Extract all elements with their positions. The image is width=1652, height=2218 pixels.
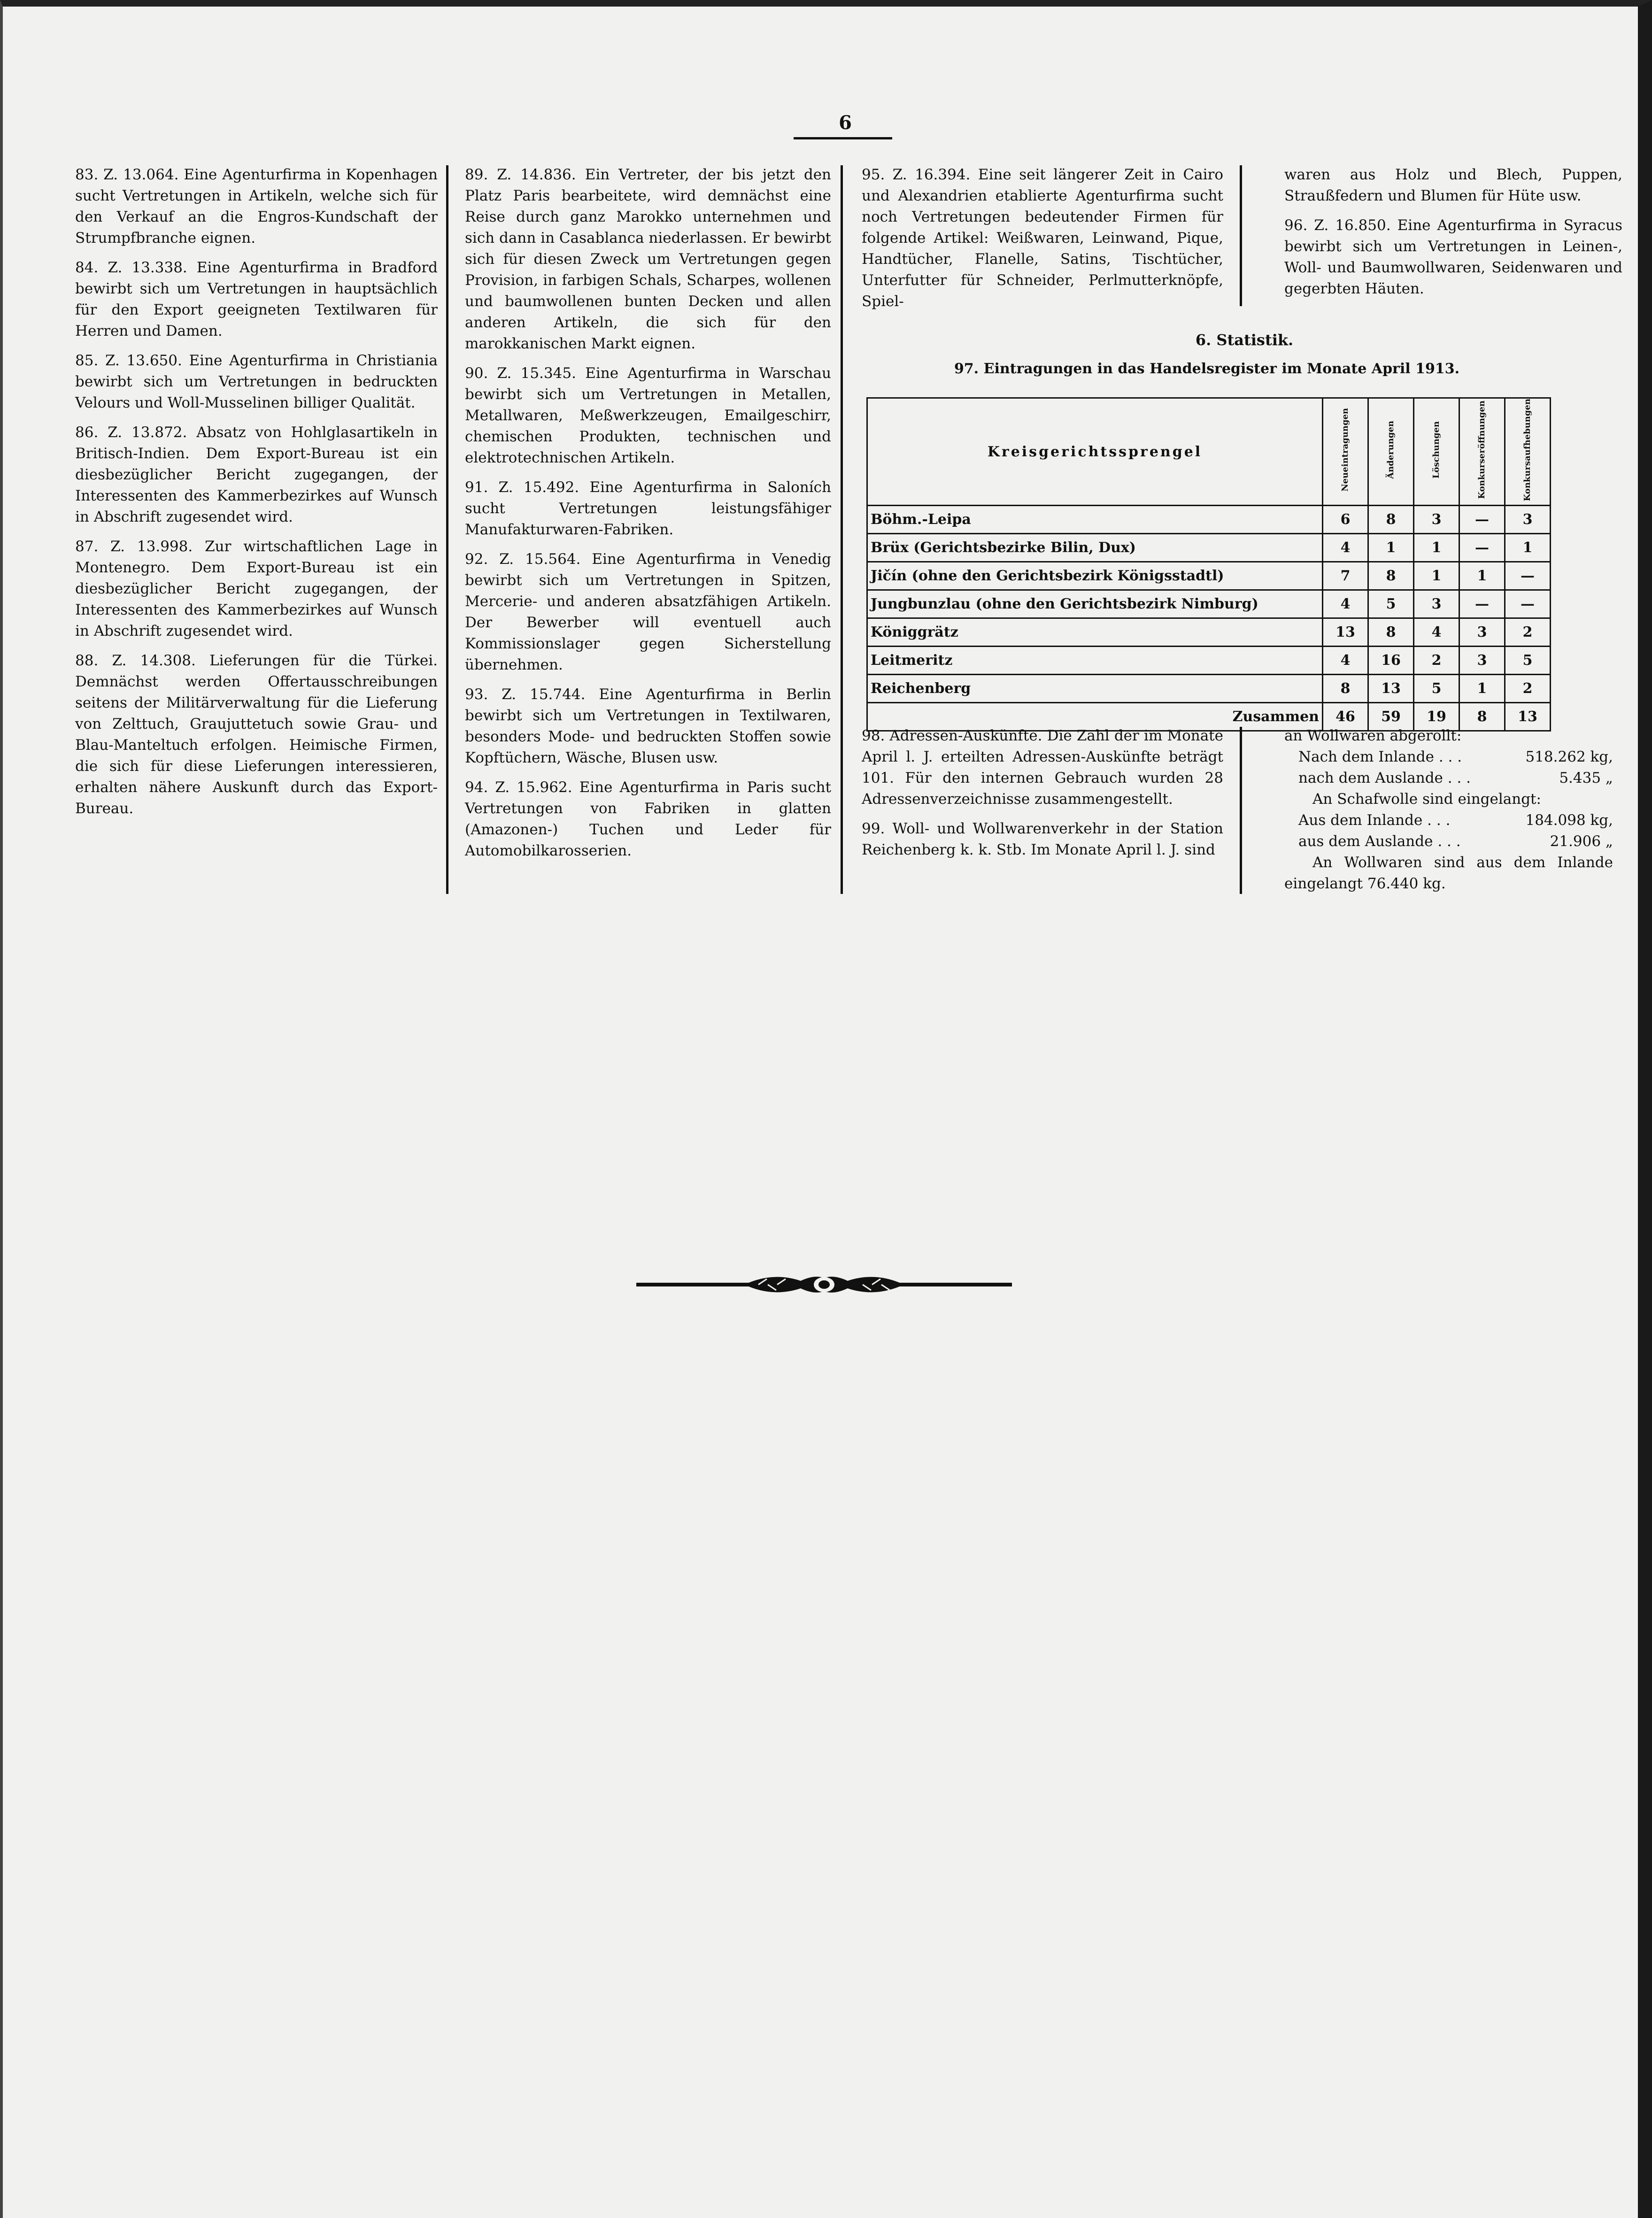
wool-line-label: aus dem Auslande . . . (1298, 833, 1461, 850)
cell: 8 (1368, 562, 1414, 590)
column-1 (75, 164, 438, 828)
cell: 1 (1414, 534, 1459, 562)
cell: 13 (1368, 675, 1414, 703)
table-row (867, 675, 1551, 703)
column-2 (465, 164, 831, 870)
entry-91: 91. Z. 15.492. Eine Agenturfirma in Saloních sucht Vertretungen leistungsfähiger Manufakturwaren-Fabriken. (465, 479, 831, 538)
cell: 4 (1323, 534, 1368, 562)
cell: — (1505, 562, 1551, 590)
table-row (867, 562, 1551, 590)
entry-92: 92. Z. 15.564. Eine Agenturfirma in Venedig bewirbt sich um Vertretungen in Spitzen, Mercerie- und anderen absatzfähigen Artikeln. Der Bewerber will eventuell auch Kommissionslager gegen Sicherstellung übernehmen. (465, 551, 831, 673)
wool-line-value: 5.435 „ (1559, 770, 1613, 786)
table-row (867, 647, 1551, 675)
section-heading: 6. Statistik. (1195, 331, 1294, 349)
total-cell: 13 (1505, 703, 1551, 731)
cell: 1 (1368, 534, 1414, 562)
entry-98: 98. Adressen-Auskünfte. Die Zahl der im Monate April l. J. erteilten Adressen-Auskünfte beträgt 101. Für den internen Gebrauch wurden 28 Adressenverzeichnisse zusammengestellt. (862, 727, 1223, 808)
header-col-3: Löschungen (1414, 398, 1459, 506)
register-table (866, 397, 1551, 732)
entry-88: 88. Z. 14.308. Lieferungen für die Türkei. Demnächst werden Offertausschreibungen seitens der Militärverwaltung für die Lieferung von Zelttuch, Graujuttetuch sowie Grau- und Blau-Manteltuch erfolgen. Heimische Firmen, die sich für diese Lieferungen interessieren, erhalten nähere Auskunft durch das Export-Bureau. (75, 652, 438, 817)
cell: 3 (1505, 506, 1551, 534)
cell: 4 (1323, 590, 1368, 618)
entry-96: 96. Z. 16.850. Eine Agenturfirma in Syracus bewirbt sich um Vertretungen in Leinen-, Woll- und Baumwollwaren, Seidenwaren und gegerbten Häuten. (1284, 217, 1622, 297)
wool-line-label: An Schafwolle sind eingelangt: (1312, 791, 1541, 808)
cell: 5 (1368, 590, 1414, 618)
cell: 1 (1505, 534, 1551, 562)
table-row (867, 618, 1551, 647)
entry-94: 94. Z. 15.962. Eine Agenturfirma in Paris sucht Vertretungen von Fabriken in glatten (Amazonen-) Tuchen und Leder für Automobilkarosserien. (465, 779, 831, 859)
header-col-4: Konkurseröffnungen (1459, 398, 1505, 506)
cell: 3 (1414, 506, 1459, 534)
entry-86: 86. Z. 13.872. Absatz von Hohlglasartikeln in Britisch-Indien. Dem Export-Bureau ist ein diesbezüglicher Bericht zugegangen, der Interessenten des Kammerbezirkes auf Wunsch in Abschrift zugesendet wird. (75, 424, 438, 525)
entry-90: 90. Z. 15.345. Eine Agenturfirma in Warschau bewirbt sich um Vertretungen in Metallen, Metallwaren, Meßwerkzeugen, Emailgeschirr, chemischen Produkten, technischen und elektrotechnischen Artikeln. (465, 365, 831, 466)
column-4 (1284, 164, 1622, 308)
column-3-lower (862, 725, 1223, 869)
table-row (867, 506, 1551, 534)
cell: 6 (1323, 506, 1368, 534)
entry-95-cont: waren aus Holz und Blech, Puppen, Straußfedern und Blumen für Hüte usw. (1284, 166, 1622, 204)
wool-closing: An Wollwaren sind aus dem Inlande eingelangt 76.440 kg. (1284, 854, 1613, 892)
wool-line (1284, 789, 1613, 810)
cell: 16 (1368, 647, 1414, 675)
cell: 8 (1368, 506, 1414, 534)
cell: 8 (1323, 675, 1368, 703)
row-name: Jičín (ohne den Gerichtsbezirk Königsstadtl) (867, 562, 1323, 590)
cell: 2 (1505, 675, 1551, 703)
total-cell: 46 (1323, 703, 1368, 731)
header-col-5: Konkursaufhebungen (1505, 398, 1551, 506)
header-region: Kreisgerichtssprengel (867, 398, 1323, 506)
cell: 3 (1414, 590, 1459, 618)
cell: 2 (1505, 618, 1551, 647)
row-name: Reichenberg (867, 675, 1323, 703)
cell: 3 (1459, 618, 1505, 647)
wool-line-value: 518.262 kg, (1525, 748, 1613, 765)
cell: 7 (1323, 562, 1368, 590)
cell: 5 (1414, 675, 1459, 703)
wool-line-label: nach dem Auslande . . . (1298, 770, 1471, 786)
column-3 (862, 164, 1223, 321)
cell: — (1505, 590, 1551, 618)
table-header-row (867, 398, 1551, 506)
row-name: Brüx (Gerichtsbezirke Bilin, Dux) (867, 534, 1323, 562)
row-name: Jungbunzlau (ohne den Gerichtsbezirk Nimburg) (867, 590, 1323, 618)
entry-89: 89. Z. 14.836. Ein Vertreter, der bis jetzt den Platz Paris bearbeitete, wird demnächst eine Reise durch ganz Marokko unternehmen und sich dann in Casablanca niederlassen. Er bewirbt sich für diesen Zweck um Vertretungen gegen Provision, in farbigen Schals, Scharpes, wollenen und baumwollenen bunten Decken und allen anderen Artikeln, die sich für den marokkanischen Markt eignen. (465, 166, 831, 352)
page-number-rule (794, 137, 892, 139)
cell: 2 (1414, 647, 1459, 675)
column-divider-1 (446, 165, 448, 894)
row-name: Böhm.-Leipa (867, 506, 1323, 534)
cell: 13 (1323, 618, 1368, 647)
cell: — (1459, 590, 1505, 618)
total-cell: 59 (1368, 703, 1414, 731)
cell: 4 (1323, 647, 1368, 675)
cell: 5 (1505, 647, 1551, 675)
entry-93: 93. Z. 15.744. Eine Agenturfirma in Berlin bewirbt sich um Vertretungen in Textilwaren, besonders Mode- und bedruckten Stoffen sowie Kopftüchern, Wäsche, Blusen usw. (465, 686, 831, 766)
row-name: Königgrätz (867, 618, 1323, 647)
row-name: Leitmeritz (867, 647, 1323, 675)
ornament-divider (636, 1271, 1012, 1298)
entry-85: 85. Z. 13.650. Eine Agenturfirma in Christiania bewirbt sich um Vertretungen in bedruckten Velours und Woll-Musselinen billiger Qualität. (75, 352, 438, 411)
cell: — (1459, 534, 1505, 562)
table-row (867, 590, 1551, 618)
cell: 4 (1414, 618, 1459, 647)
total-label: Zusammen (867, 703, 1323, 731)
column-divider-3 (1240, 165, 1242, 306)
header-col-2: Änderungen (1368, 398, 1414, 506)
wool-line (1284, 747, 1613, 768)
entry-84: 84. Z. 13.338. Eine Agenturfirma in Bradford bewirbt sich um Vertretungen in hauptsächlich für den Export geeigneten Textilwaren für Herren und Damen. (75, 259, 438, 339)
entry-83: 83. Z. 13.064. Eine Agenturfirma in Kopenhagen sucht Vertretungen in Artikeln, welche sich für den Verkauf an die Engros-Kundschaft der Strumpfbranche eignen. (75, 166, 438, 246)
cell: — (1459, 506, 1505, 534)
cell: 1 (1414, 562, 1459, 590)
cell: 1 (1459, 675, 1505, 703)
total-cell: 8 (1459, 703, 1505, 731)
wool-line (1284, 810, 1613, 831)
wool-line-value: 184.098 kg, (1525, 812, 1613, 829)
wool-line-label: Aus dem Inlande . . . (1298, 812, 1451, 829)
wool-line (1284, 768, 1613, 789)
wool-statistics (1284, 725, 1613, 894)
column-divider-4 (1240, 727, 1242, 894)
wool-line (1284, 831, 1613, 852)
total-cell: 19 (1414, 703, 1459, 731)
entry-87: 87. Z. 13.998. Zur wirtschaftlichen Lage in Montenegro. Dem Export-Bureau ist ein diesbezüglicher Bericht zugegangen, der Interessenten des Kammerbezirkes auf Wunsch in Abschrift zugesendet wird. (75, 538, 438, 639)
table-title: 97. Eintragungen in das Handelsregister im Monate April 1913. (954, 361, 1460, 377)
cell: 1 (1459, 562, 1505, 590)
wool-intro: an Wollwaren abgerollt: (1284, 727, 1462, 744)
header-col-1: Neueintragungen (1323, 398, 1368, 506)
entry-95: 95. Z. 16.394. Eine seit längerer Zeit in Cairo und Alexandrien etablierte Agenturfirma sucht noch Vertretungen bedeutender Firmen für folgende Artikel: Weißwaren, Leinwand, Pique, Handtücher, Flanelle, Satins, Tischtücher, Unterfutter für Schneider, Perlmutterknöpfe, Spiel- (862, 166, 1223, 310)
column-divider-2 (841, 165, 843, 894)
wool-line-label: Nach dem Inlande . . . (1298, 748, 1462, 765)
table-row (867, 534, 1551, 562)
page-number: 6 (839, 112, 852, 134)
cell: 3 (1459, 647, 1505, 675)
entry-99: 99. Woll- und Wollwarenverkehr in der Station Reichenberg k. k. Stb. Im Monate April l. J. sind (862, 820, 1223, 858)
cell: 8 (1368, 618, 1414, 647)
wool-line-value: 21.906 „ (1550, 833, 1613, 850)
